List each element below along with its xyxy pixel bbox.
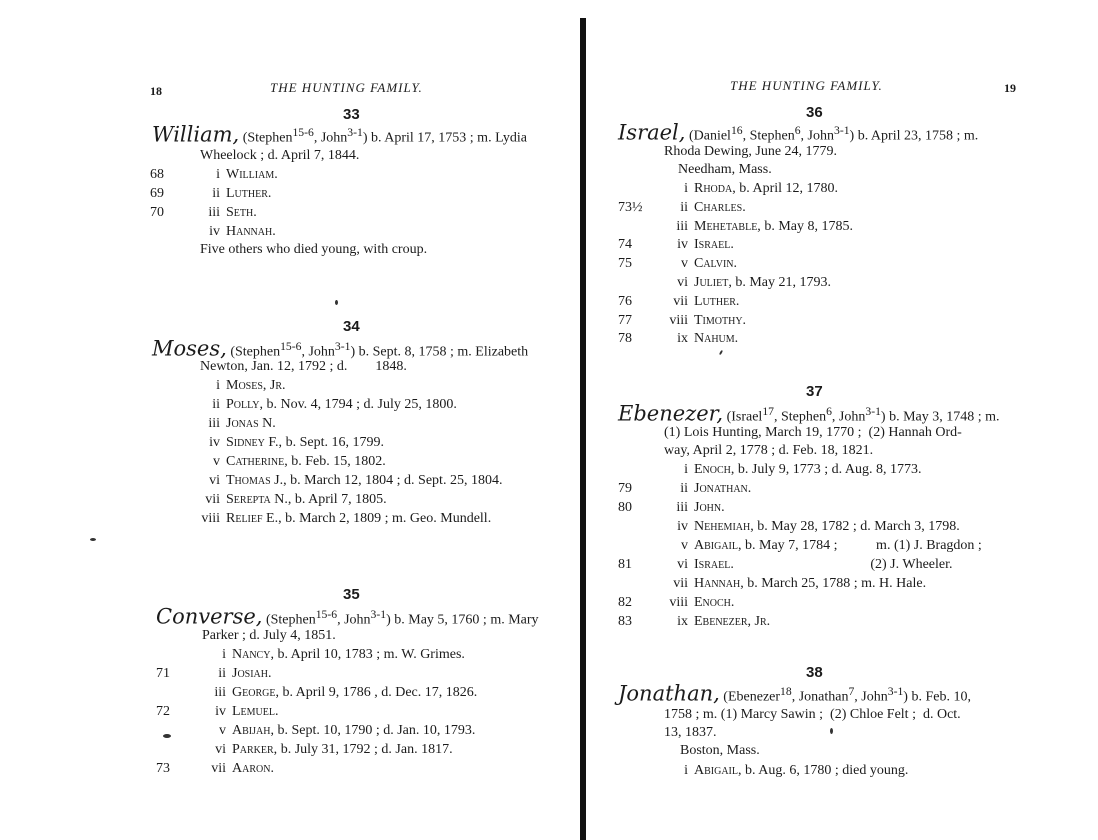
scan-speck	[830, 728, 833, 734]
child-entry	[618, 613, 770, 631]
child-details: b. Sept. 10, 1790 ; d. Jan. 10, 1793.	[273, 723, 476, 738]
child-name: Luther.	[694, 293, 740, 309]
generation-number: 72	[156, 704, 170, 719]
child-name: Israel.	[694, 237, 734, 253]
child-details: b. April 10, 1783 ; m. W. Grimes.	[273, 647, 465, 662]
family-continuation: Parker ; d. July 4, 1851.	[202, 628, 336, 643]
generation-number: 76	[618, 293, 632, 309]
child-entry	[150, 166, 278, 184]
child-entry	[156, 741, 453, 759]
child-details: b. May 28, 1782 ; d. March 3, 1798.	[753, 519, 960, 534]
family-head: Moses, (Stephen$^{15-6}$, John$^{3-1}$) b. Sept. 8, 1758 ; m. Elizabeth	[152, 336, 529, 361]
child-entry	[156, 684, 477, 702]
generation-number: 70	[150, 205, 164, 220]
child-name: Parker,	[232, 742, 278, 757]
child-ordinal: iii	[208, 205, 220, 220]
child-details: b. Aug. 6, 1780 ; died young.	[741, 763, 909, 778]
child-entry	[618, 255, 737, 273]
person-name: William,	[152, 122, 240, 147]
generation-number: 73	[156, 761, 170, 776]
child-name: Seth.	[226, 205, 257, 220]
child-ordinal: vii	[673, 293, 688, 309]
child-name: Moses, Jr.	[226, 378, 286, 393]
child-details: b. July 31, 1792 ; d. Jan. 1817.	[277, 742, 453, 757]
person-name: Moses,	[152, 336, 227, 361]
child-name: Jonathan.	[694, 481, 752, 496]
generation-number: 78	[618, 331, 632, 347]
child-name: Enoch,	[694, 462, 735, 477]
child-name: Jonas N.	[226, 416, 276, 431]
child-name: Nahum.	[694, 331, 739, 347]
page-number: 18	[150, 84, 162, 98]
generation-number: 77	[618, 312, 632, 328]
child-ordinal: i	[216, 378, 220, 393]
family-continuation: 1758 ; m. (1) Marcy Sawin ; (2) Chloe Felt ; d. Oct.	[664, 707, 961, 722]
generation-number: 71	[156, 666, 170, 681]
family-number: 38	[806, 664, 823, 681]
page-number: 19	[1004, 81, 1016, 95]
child-ordinal: v	[681, 538, 688, 553]
child-name: Josiah.	[232, 666, 272, 681]
child-entry	[618, 594, 734, 612]
child-details: b. May 21, 1793.	[731, 275, 831, 290]
child-name: Calvin.	[694, 256, 738, 272]
family-head: William, (Stephen$^{15-6}$, John$^{3-1}$) b. April 17, 1753 ; m. Lydia	[152, 122, 527, 147]
child-ordinal: iii	[676, 500, 688, 515]
scan-speck	[335, 300, 338, 305]
child-name: Serepta N.,	[226, 492, 292, 507]
child-name: Nehemiah,	[694, 519, 754, 534]
child-details: b. March 25, 1788 ; m. H. Hale.	[743, 576, 927, 591]
child-ordinal: ix	[677, 331, 688, 347]
child-ordinal: i	[684, 763, 688, 778]
child-details: b. Sept. 16, 1799.	[282, 435, 384, 450]
child-ordinal: v	[219, 723, 226, 738]
generation-number: 68	[150, 167, 164, 182]
child-details: b. Nov. 4, 1794 ; d. July 25, 1800.	[262, 397, 457, 412]
family-continuation: (1) Lois Hunting, March 19, 1770 ; (2) Hannah Ord-	[664, 425, 962, 440]
child-details: b. April 9, 1786 , d. Dec. 17, 1826.	[278, 685, 478, 700]
right-page	[592, 0, 1098, 840]
child-entry	[150, 204, 257, 222]
child-entry	[156, 722, 475, 740]
family-head: Israel, (Daniel$^{16}$, Stephen$^6$, John$^{3-1}$) b. April 23, 1758 ; m.	[618, 120, 979, 145]
child-ordinal: v	[681, 256, 688, 272]
residence: Needham, Mass.	[678, 162, 772, 177]
generation-number: 83	[618, 614, 632, 629]
child-entry	[150, 223, 276, 241]
child-entry	[618, 518, 960, 536]
child-entry	[156, 703, 279, 721]
child-ordinal: vii	[205, 492, 220, 507]
child-entry	[156, 760, 274, 778]
generation-number: 73½	[618, 199, 643, 215]
child-name: Enoch.	[694, 595, 735, 610]
scan-speck	[163, 734, 171, 738]
child-entry	[618, 499, 725, 517]
child-ordinal: iv	[677, 237, 688, 253]
generation-number: 75	[618, 256, 632, 272]
child-name: Charles.	[694, 199, 746, 215]
child-name: Timothy.	[694, 312, 747, 328]
child-entry	[150, 415, 276, 433]
child-entry	[618, 218, 853, 236]
child-entry	[618, 330, 738, 348]
child-ordinal: vi	[215, 742, 226, 757]
child-entry	[156, 665, 272, 683]
child-entry	[618, 293, 739, 311]
child-ordinal: v	[213, 454, 220, 469]
family-number: 35	[343, 586, 360, 603]
child-entry	[618, 274, 831, 292]
child-name: Juliet,	[694, 275, 732, 290]
family-head: Jonathan, (Ebenezer$^{18}$, Jonathan$^7$, John$^{3-1}$) b. Feb. 10,	[618, 681, 971, 706]
generation-number: 80	[618, 500, 632, 515]
child-name: William.	[226, 167, 278, 182]
child-entry	[618, 556, 953, 574]
child-details: b. March 2, 1809 ; m. Geo. Mundell.	[281, 511, 492, 526]
child-name: Thomas J.,	[226, 473, 287, 488]
child-ordinal: i	[222, 647, 226, 662]
child-ordinal: iii	[214, 685, 226, 700]
child-name: Lemuel.	[232, 704, 279, 719]
child-name: John.	[694, 500, 725, 515]
child-details: b. July 9, 1773 ; d. Aug. 8, 1773.	[734, 462, 922, 477]
book-gutter	[580, 18, 586, 840]
child-entry	[618, 180, 838, 198]
child-entry	[156, 646, 465, 664]
child-ordinal: viii	[669, 595, 688, 610]
family-number: 34	[343, 318, 360, 335]
child-name: Rhoda,	[694, 181, 736, 196]
running-head: THE HUNTING FAMILY.	[730, 78, 883, 93]
child-entry	[618, 236, 734, 254]
family-number: 33	[343, 106, 360, 123]
person-name: Ebenezer,	[618, 401, 724, 426]
generation-number: 81	[618, 557, 632, 572]
child-name: Aaron.	[232, 761, 274, 776]
child-ordinal: iii	[208, 416, 220, 431]
child-entry	[150, 491, 387, 509]
child-ordinal: vi	[677, 557, 688, 572]
child-details: b. March 12, 1804 ; d. Sept. 25, 1804.	[286, 473, 503, 488]
child-name: Nancy,	[232, 647, 274, 662]
child-ordinal: vi	[677, 275, 688, 290]
child-details: (2) J. Wheeler.	[733, 557, 953, 572]
residence: Boston, Mass.	[680, 743, 760, 758]
child-details: b. May 7, 1784 ; m. (1) J. Bragdon ;	[741, 538, 982, 553]
child-ordinal: iv	[209, 435, 220, 450]
child-entry	[618, 312, 746, 330]
child-ordinal: i	[684, 181, 688, 196]
person-name: Jonathan,	[618, 681, 720, 706]
child-name: Catherine,	[226, 454, 288, 469]
family-continuation: Wheelock ; d. April 7, 1844.	[200, 148, 360, 163]
child-entry	[150, 434, 384, 452]
child-name: Abijah,	[232, 723, 274, 738]
child-name: Luther.	[226, 186, 272, 201]
child-ordinal: iii	[676, 218, 688, 234]
person-name: Converse,	[156, 604, 263, 629]
child-ordinal: viii	[201, 511, 220, 526]
child-name: Sidney F.,	[226, 435, 283, 450]
child-name: Abigail,	[694, 763, 742, 778]
child-name: Hannah,	[694, 576, 744, 591]
family-continuation: Newton, Jan. 12, 1792 ; d. 1848.	[200, 359, 407, 374]
generation-number: 69	[150, 186, 164, 201]
family-head: Converse, (Stephen$^{15-6}$, John$^{3-1}$) b. May 5, 1760 ; m. Mary	[156, 604, 539, 629]
child-entry	[150, 185, 271, 203]
child-details: b. April 7, 1805.	[291, 492, 387, 507]
generation-number: 74	[618, 237, 632, 253]
family-head: Ebenezer, (Israel$^{17}$, Stephen$^6$, John$^{3-1}$) b. May 3, 1748 ; m.	[618, 401, 1000, 426]
family-note: Five others who died young, with croup.	[200, 242, 428, 257]
child-ordinal: vii	[673, 576, 688, 591]
child-entry	[150, 510, 491, 528]
child-entry	[618, 480, 751, 498]
child-details: b. May 8, 1785.	[760, 218, 853, 234]
child-name: Hannah.	[226, 224, 276, 239]
child-ordinal: ii	[212, 397, 220, 412]
child-name: George,	[232, 685, 279, 700]
scan-speck	[90, 538, 96, 541]
child-details: b. Feb. 15, 1802.	[287, 454, 386, 469]
family-number: 36	[806, 104, 823, 121]
child-name: Ebenezer, Jr.	[694, 614, 771, 629]
child-name: Abigail,	[694, 538, 742, 553]
child-name: Israel.	[694, 557, 734, 572]
family-number: 37	[806, 383, 823, 400]
child-entry	[618, 575, 926, 593]
running-head: THE HUNTING FAMILY.	[270, 80, 423, 95]
person-name: Israel,	[618, 120, 686, 145]
child-entry	[618, 199, 746, 217]
child-ordinal: viii	[669, 312, 688, 328]
child-entry	[618, 461, 921, 479]
family-continuation: way, April 2, 1778 ; d. Feb. 18, 1821.	[664, 443, 874, 458]
child-ordinal: iv	[677, 519, 688, 534]
child-entry	[618, 762, 908, 780]
child-name: Polly,	[226, 397, 263, 412]
child-ordinal: i	[684, 462, 688, 477]
child-entry	[150, 396, 457, 414]
child-entry	[150, 453, 386, 471]
child-ordinal: i	[216, 167, 220, 182]
child-name: Mehetable,	[694, 218, 761, 234]
family-continuation: Rhoda Dewing, June 24, 1779.	[664, 144, 838, 159]
generation-number: 79	[618, 481, 632, 496]
child-entry	[618, 537, 982, 555]
child-ordinal: iv	[209, 224, 220, 239]
child-details: b. April 12, 1780.	[735, 181, 839, 196]
child-ordinal: ii	[218, 666, 226, 681]
child-name: Relief E.,	[226, 511, 282, 526]
child-ordinal: vi	[209, 473, 220, 488]
child-ordinal: ix	[677, 614, 688, 629]
child-ordinal: iv	[215, 704, 226, 719]
child-entry	[150, 377, 286, 395]
child-ordinal: ii	[212, 186, 220, 201]
child-ordinal: vii	[211, 761, 226, 776]
family-continuation: 13, 1837.	[664, 725, 717, 740]
child-ordinal: ii	[680, 481, 688, 496]
child-entry	[150, 472, 502, 490]
child-ordinal: ii	[680, 199, 688, 215]
generation-number: 82	[618, 595, 632, 610]
